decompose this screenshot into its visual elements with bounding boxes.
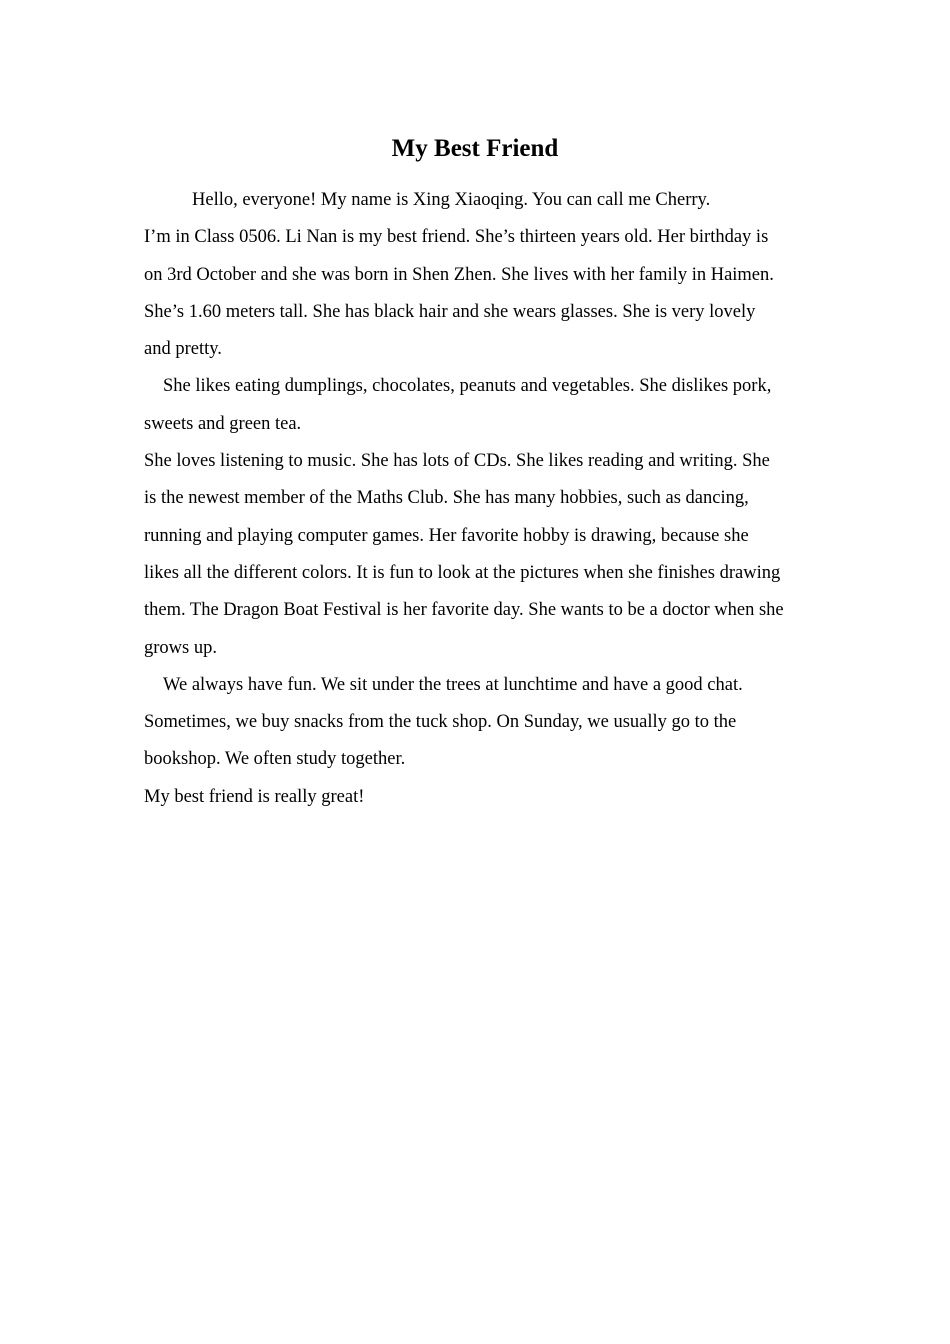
paragraph-line: grows up.: [144, 637, 217, 658]
paragraph-line: I’m in Class 0506. Li Nan is my best friend. She’s thirteen years old. Her birthday is: [144, 227, 769, 248]
paragraph-line: She’s 1.60 meters tall. She has black hair and she wears glasses. She is very lovely: [144, 301, 756, 322]
document-title: My Best Friend: [391, 135, 559, 162]
paragraph-line: bookshop. We often study together.: [144, 749, 406, 770]
paragraph-line: My best friend is really great!: [144, 786, 365, 807]
paragraph-line: She likes eating dumplings, chocolates, peanuts and vegetables. She dislikes pork,: [163, 376, 772, 397]
paragraph-line: likes all the different colors. It is fun to look at the pictures when she finishes drawing: [144, 562, 781, 583]
paragraph-line: We always have fun. We sit under the trees at lunchtime and have a good chat.: [163, 674, 743, 695]
paragraph-line: running and playing computer games. Her favorite hobby is drawing, because she: [144, 525, 749, 546]
paragraph-line: on 3rd October and she was born in Shen Zhen. She lives with her family in Haimen.: [144, 264, 774, 285]
paragraph-line: Hello, everyone! My name is Xing Xiaoqing. You can call me Cherry.: [192, 190, 711, 210]
paragraph-line: Sometimes, we buy snacks from the tuck shop. On Sunday, we usually go to the: [144, 712, 737, 733]
paragraph-line: She loves listening to music. She has lots of CDs. She likes reading and writing. She: [144, 451, 770, 472]
document-body: [144, 182, 824, 816]
paragraph-line: them. The Dragon Boat Festival is her favorite day. She wants to be a doctor when she: [144, 600, 784, 621]
paragraph-line: and pretty.: [144, 339, 222, 360]
paragraph-line: sweets and green tea.: [144, 413, 302, 434]
paragraph-line: is the newest member of the Maths Club. She has many hobbies, such as dancing,: [144, 488, 749, 509]
